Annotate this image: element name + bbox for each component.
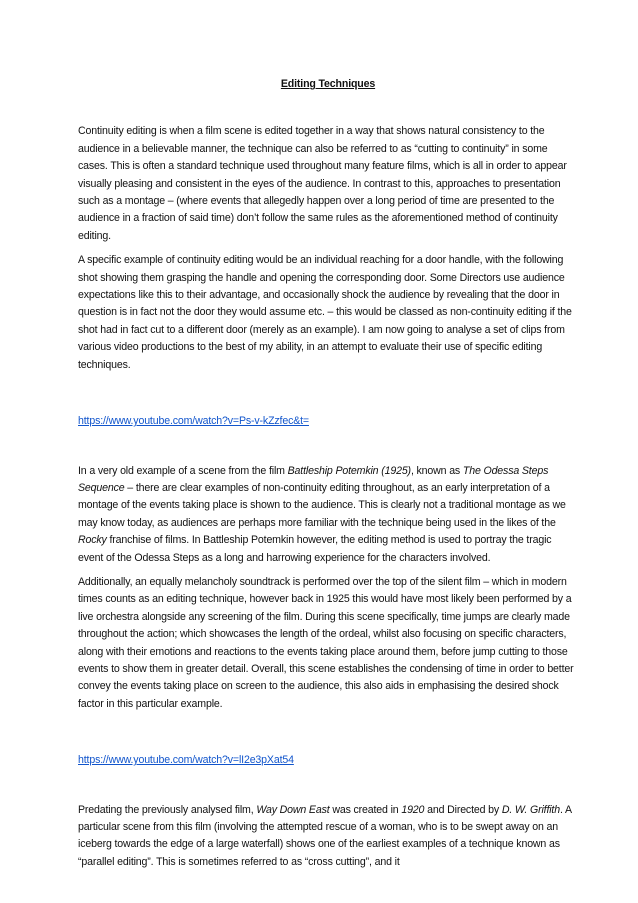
section1-text-a: In a very old example of a scene from the film — [78, 464, 288, 477]
section2-paragraph-1 — [78, 802, 578, 872]
section2-text-d: . A particular scene from this film (involving the attempted rescue of a woman, who is to be swept away on an iceberg towards the edge of a large waterfall) shows one of the earliest examples of a technique known as “parallel editing”. This is sometimes referred to as “cross cutting”, and it — [78, 803, 572, 868]
link-paragraph-1 — [78, 413, 578, 430]
section2-text-c: and Directed by — [424, 803, 502, 816]
film-title-rocky: Rocky — [78, 534, 107, 547]
youtube-link-1[interactable]: https://www.youtube.com/watch?v=Ps-v-kZzfec&t= — [78, 415, 309, 428]
section1-paragraph-2: Additionally, an equally melancholy soundtrack is performed over the top of the silent film – which in modern times counts as an editing technique, however back in 1925 this would have most likely been performed by a live orchestra alongside any screening of the film. During this scene specifically, time jumps are clearly made throughout the action; which showcases the length of the ordeal, whilst also focusing on specific characters, along with their emotions and reactions to the events taking place around them, before jump cutting to those events to show them in greater detail. Overall, this scene establishes the condensing of time in order to better convey the events taking place on screen to the audience, this also aids in emphasising the desired shock factor in this particular example. — [78, 575, 574, 710]
sequence-title: The Odessa Steps Sequence — [78, 464, 549, 494]
document-title: Editing Techniques — [280, 78, 376, 90]
film-title-potemkin: Battleship Potemkin (1925) — [287, 464, 411, 477]
intro-paragraph-1: Continuity editing is when a film scene is edited together in a way that shows natural consistency to the audience in a believable manner, the technique can also be referred to as “cutting to continuity” in some cases. This is often a standard technique used throughout many feature films, which is all in order to appear visually pleasing and consistent in the eyes of the audience. In contrast to this, approaches to presentation such as a montage – (where events that allegedly happen over a long period of time are presented to the audience in a fraction of said time) don’t follow the same rules as the aforementioned method of continuity editing. — [78, 125, 567, 242]
section2-text-b: was created in — [329, 803, 402, 816]
film-title-way-down-east: Way Down East — [256, 803, 330, 816]
director-name: D. W. Griffith — [501, 803, 560, 816]
film-year: 1920 — [401, 803, 425, 816]
section1-text-b: , known as — [410, 464, 463, 477]
section1-text-c: – there are clear examples of non-continuity editing throughout, as an early interpretation of a montage of the events taking place is shown to the audience. This is clearly not a traditional montage as we may know today, as audiences are perhaps more familiar with the technique being used in the likes of the — [78, 481, 566, 529]
section1-paragraph-1 — [78, 463, 578, 567]
intro-paragraph-2: A specific example of continuity editing would be an individual reaching for a door handle, with the following shot showing them grasping the handle and opening the corresponding door. Some Directors use audience expectations like this to their advantage, and occasionally shock the audience by revealing that the door in question is in fact not the door they would assume etc. – this would be classed as non-continuity editing if the shot had in fact cut to a different door (merely as an example). I am now going to analyse a set of clips from various video productions to the best of my ability, in an attempt to evaluate their use of specific editing techniques. — [78, 254, 572, 371]
link-paragraph-2 — [78, 752, 578, 769]
section1-text-d: franchise of films. In Battleship Potemkin however, the editing method is used to portray the tragic event of the Odessa Steps as a long and harrowing experience for the characters involved. — [78, 534, 552, 564]
section2-text-a: Predating the previously analysed film, — [78, 803, 257, 816]
youtube-link-2[interactable]: https://www.youtube.com/watch?v=lI2e3pXat54 — [78, 754, 294, 767]
